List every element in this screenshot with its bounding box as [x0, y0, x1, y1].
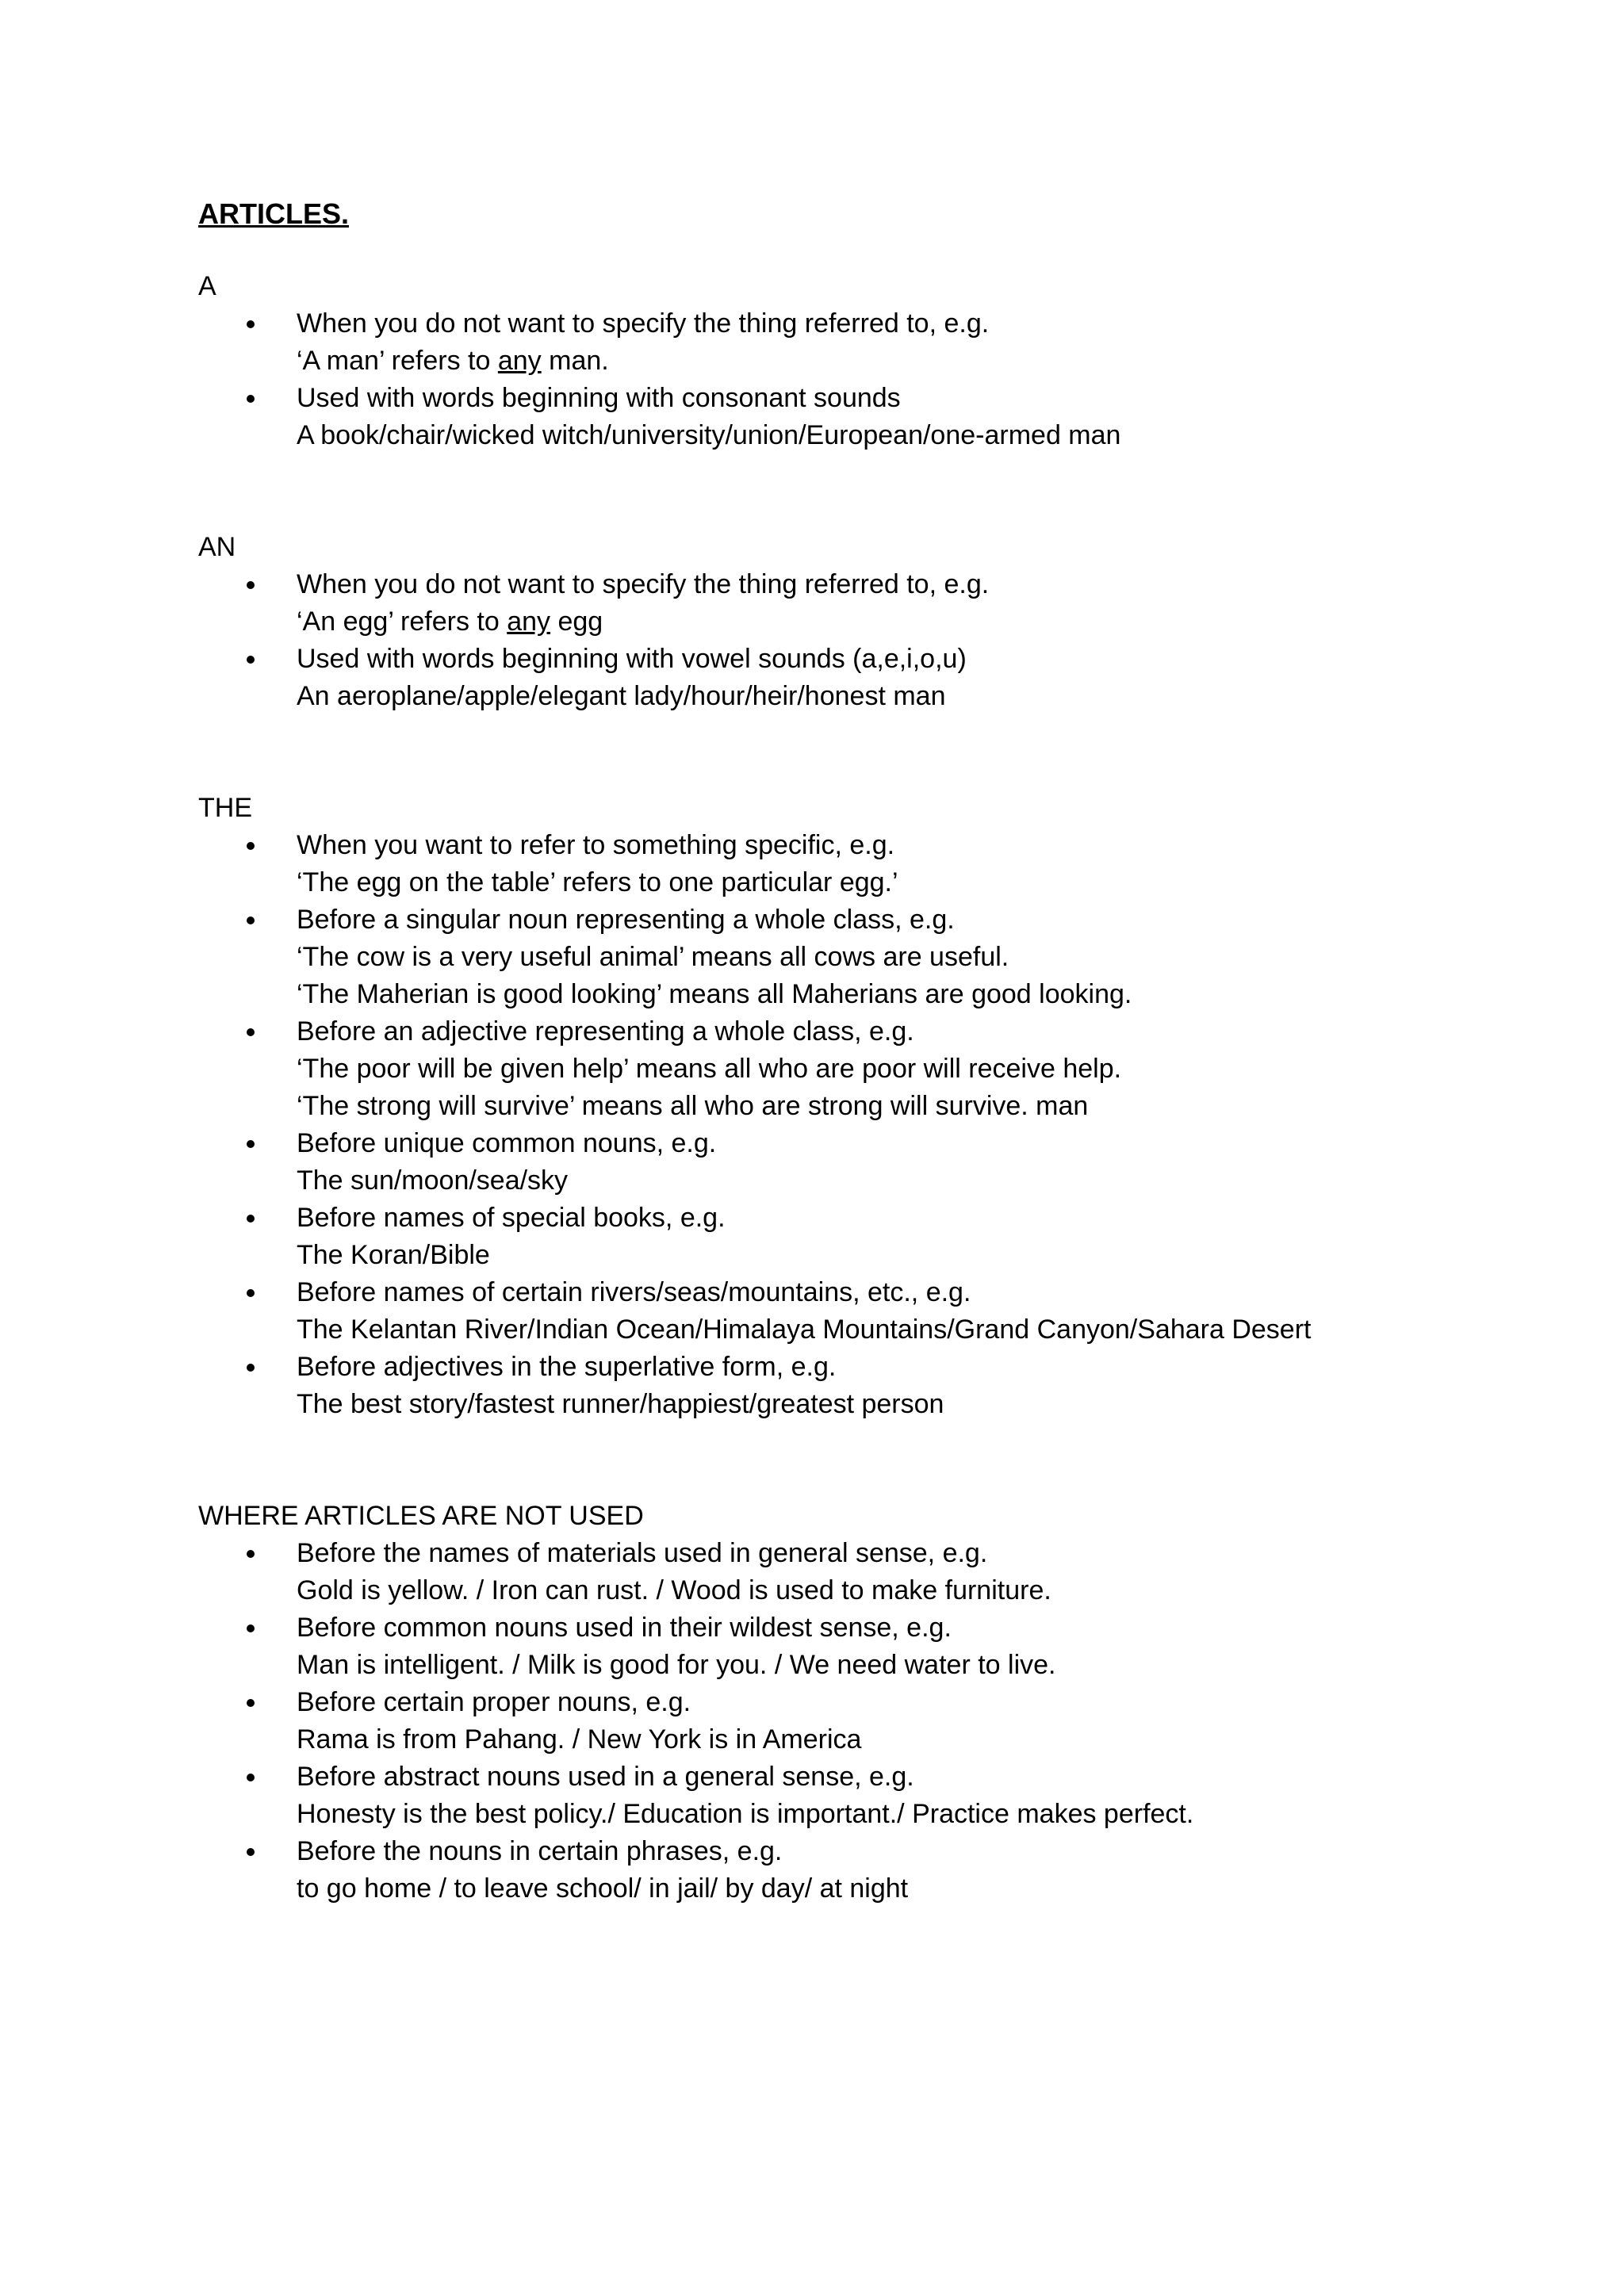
bullet-icon: [247, 656, 255, 664]
item-line: Before certain proper nouns, e.g.: [297, 1687, 691, 1717]
section-spacer: [198, 1423, 1435, 1498]
list-item: [198, 1758, 1435, 1833]
bullet-icon: [247, 1028, 255, 1036]
bullet-icon: [247, 916, 255, 924]
item-line: [297, 603, 1435, 641]
item-text: ‘An egg’ refers to: [297, 607, 508, 637]
list-item: [198, 1684, 1435, 1758]
item-line: Before a singular noun representing a whole class, e.g.: [297, 905, 955, 935]
list-item: [198, 566, 1435, 641]
section-a-list: [198, 305, 1435, 454]
item-line: ‘The egg on the table’ refers to one particular egg.’: [297, 867, 898, 897]
item-line: The Koran/Bible: [297, 1240, 490, 1270]
list-item: [198, 380, 1435, 454]
item-line: ‘The poor will be given help’ means all who are poor will receive help.: [297, 1054, 1122, 1084]
item-line: Man is intelligent. / Milk is good for you. / We need water to live.: [297, 1650, 1056, 1680]
item-line: ‘The strong will survive’ means all who are strong will survive. man: [297, 1091, 1089, 1121]
item-line: Before common nouns used in their wildest sense, e.g.: [297, 1613, 952, 1643]
item-line: ‘The cow is a very useful animal’ means all cows are useful.: [297, 942, 1009, 972]
list-item: [198, 1274, 1435, 1349]
document-content: [198, 195, 1435, 1908]
list-item: [198, 1349, 1435, 1423]
section-heading-an: AN: [198, 532, 236, 562]
list-item: [198, 1125, 1435, 1200]
section-heading-the: THE: [198, 793, 252, 823]
item-line: When you do not want to specify the thing referred to, e.g.: [297, 308, 990, 339]
item-line: ‘The Maherian is good looking’ means all Maherians are good looking.: [297, 979, 1132, 1009]
section-an-list: [198, 566, 1435, 715]
item-line: Before names of certain rivers/seas/mountains, etc., e.g.: [297, 1277, 971, 1307]
list-item: [198, 305, 1435, 380]
list-item: [198, 901, 1435, 1013]
item-text: ‘A man’ refers to: [297, 346, 498, 376]
item-line: A book/chair/wicked witch/university/union/European/one-armed man: [297, 420, 1121, 450]
item-line: Before an adjective representing a whole class, e.g.: [297, 1016, 914, 1047]
list-item: [198, 1013, 1435, 1125]
bullet-icon: [247, 1140, 255, 1148]
item-line: Before the names of materials used in general sense, e.g.: [297, 1538, 988, 1568]
bullet-icon: [247, 1624, 255, 1632]
bullet-icon: [247, 1550, 255, 1558]
item-line: Rama is from Pahang. / New York is in America: [297, 1724, 862, 1755]
document-title: ARTICLES.: [198, 197, 350, 230]
section-heading-not-used: WHERE ARTICLES ARE NOT USED: [198, 1501, 644, 1531]
item-line: Before abstract nouns used in a general sense, e.g.: [297, 1762, 914, 1792]
list-item: [198, 1535, 1435, 1609]
section-the-list: [198, 827, 1435, 1423]
item-line: Used with words beginning with vowel sounds (a,e,i,o,u): [297, 644, 967, 674]
item-text: egg: [550, 607, 603, 637]
item-line: Honesty is the best policy./ Education is important./ Practice makes perfect.: [297, 1799, 1194, 1829]
item-line: When you want to refer to something specific, e.g.: [297, 830, 895, 860]
bullet-icon: [247, 1848, 255, 1856]
bullet-icon: [247, 395, 255, 403]
item-line: Before adjectives in the superlative form, e.g.: [297, 1352, 837, 1382]
bullet-icon: [247, 320, 255, 328]
item-line: The Kelantan River/Indian Ocean/Himalaya Mountains/Grand Canyon/Sahara Desert: [297, 1314, 1312, 1345]
list-item: [198, 1833, 1435, 1908]
section-spacer: [198, 715, 1435, 790]
item-line: Before names of special books, e.g.: [297, 1203, 726, 1233]
underlined-word: any: [507, 607, 551, 637]
section-not-used-list: [198, 1535, 1435, 1908]
item-line: Before unique common nouns, e.g.: [297, 1128, 717, 1158]
list-item: [198, 1200, 1435, 1274]
bullet-icon: [247, 1699, 255, 1707]
bullet-icon: [247, 1774, 255, 1781]
item-line: Before the nouns in certain phrases, e.g.: [297, 1836, 783, 1866]
bullet-icon: [247, 1364, 255, 1372]
item-line: The sun/moon/sea/sky: [297, 1165, 569, 1196]
item-line: to go home / to leave school/ in jail/ by day/ at night: [297, 1873, 909, 1904]
list-item: [198, 827, 1435, 901]
section-heading-a: A: [198, 271, 216, 301]
item-line: The best story/fastest runner/happiest/greatest person: [297, 1389, 944, 1419]
item-line: An aeroplane/apple/elegant lady/hour/heir/honest man: [297, 681, 946, 711]
item-line: Gold is yellow. / Iron can rust. / Wood is used to make furniture.: [297, 1575, 1051, 1605]
item-line: [297, 342, 1435, 380]
item-line: Used with words beginning with consonant sounds: [297, 383, 901, 413]
list-item: [198, 641, 1435, 715]
bullet-icon: [247, 842, 255, 850]
list-item: [198, 1609, 1435, 1684]
bullet-icon: [247, 581, 255, 589]
bullet-icon: [247, 1289, 255, 1297]
section-spacer: [198, 454, 1435, 529]
item-line: When you do not want to specify the thing referred to, e.g.: [297, 569, 990, 599]
bullet-icon: [247, 1215, 255, 1223]
underlined-word: any: [497, 346, 542, 376]
item-text: man.: [541, 346, 609, 376]
